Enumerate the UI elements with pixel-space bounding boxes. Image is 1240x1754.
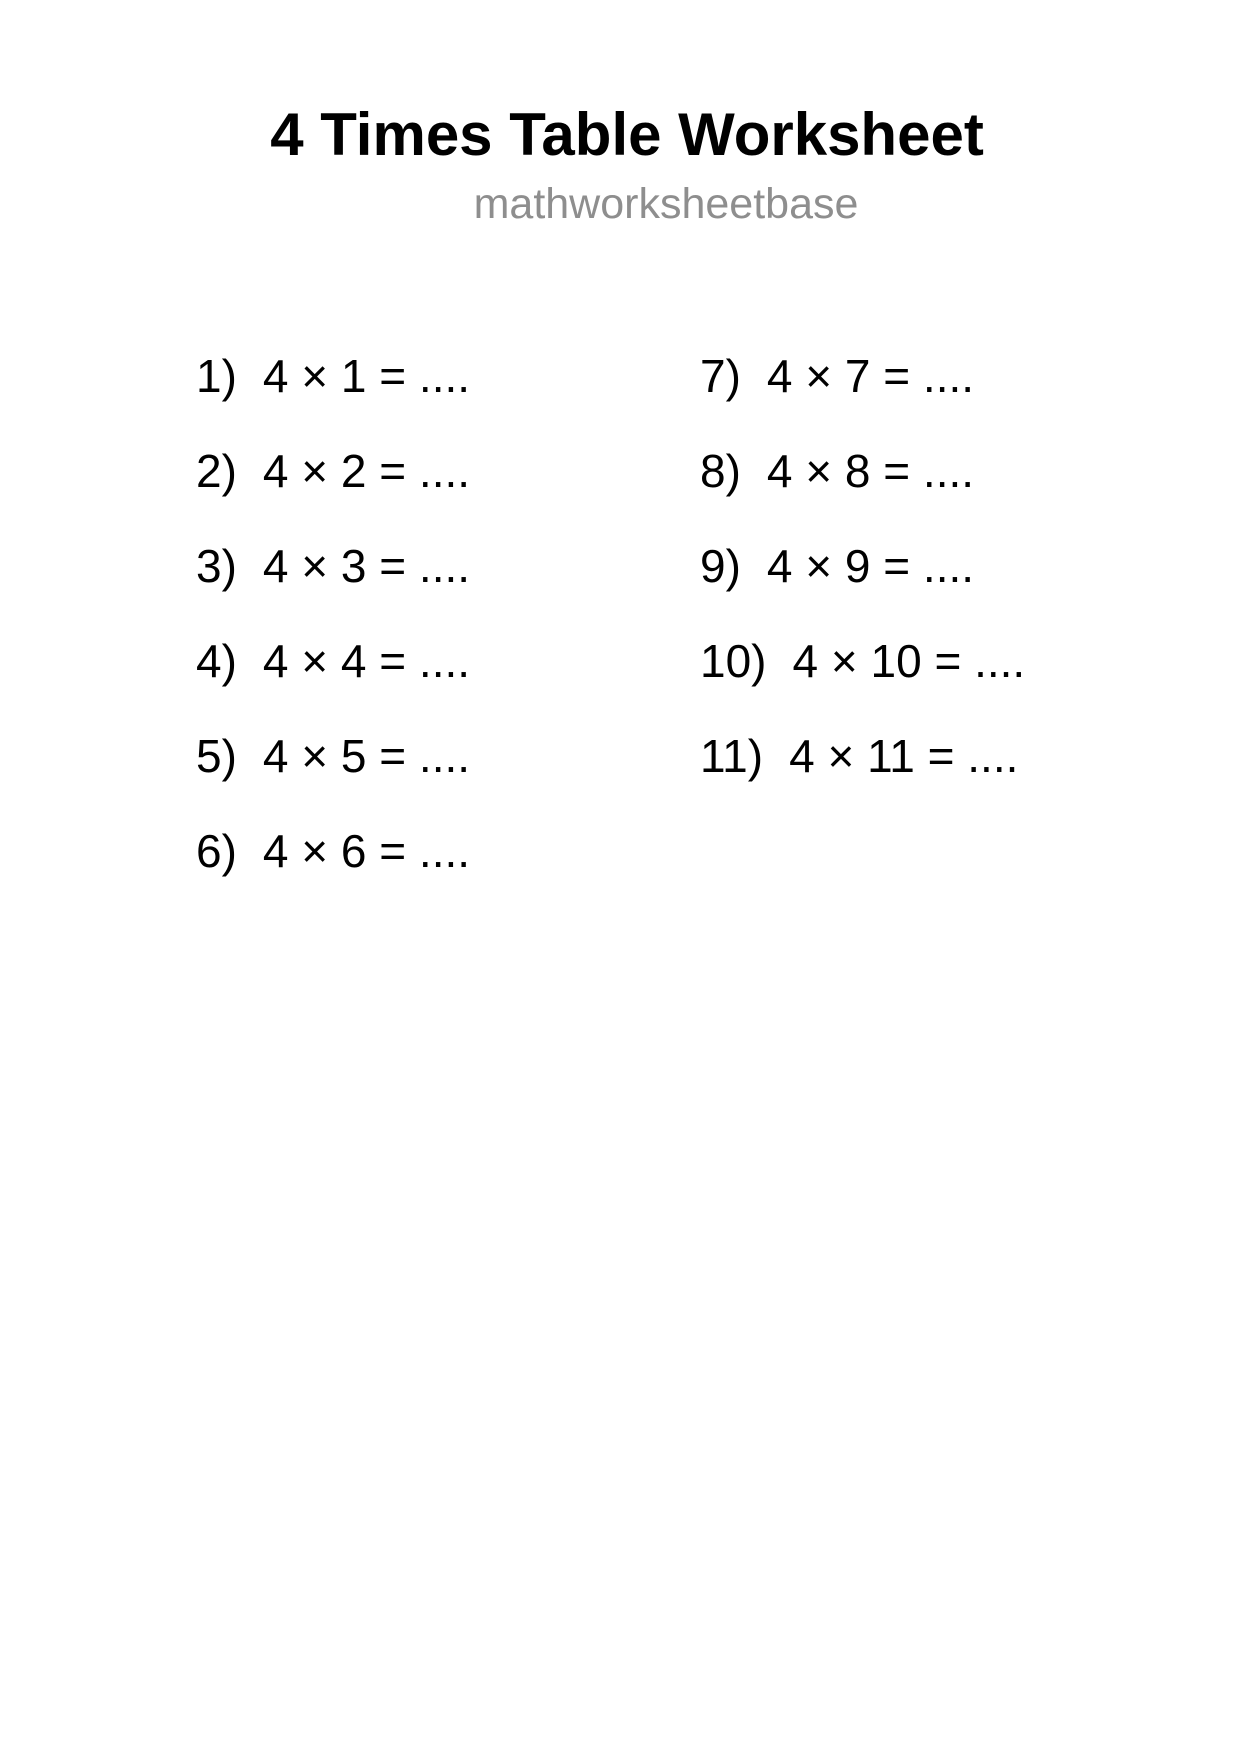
problem-row xyxy=(196,329,470,424)
problem-expression: 4 × 7 = .... xyxy=(766,350,975,402)
problem-number: 9) xyxy=(700,540,741,592)
problem-expression: 4 × 6 = .... xyxy=(262,825,471,877)
problem-expression: 4 × 11 = .... xyxy=(789,730,1019,782)
problem-row xyxy=(700,424,1025,519)
problem-row xyxy=(196,424,470,519)
problem-row xyxy=(196,709,470,804)
problem-number: 4) xyxy=(196,635,237,687)
page-title: 4 Times Table Worksheet xyxy=(270,101,984,168)
problem-number: 5) xyxy=(196,730,237,782)
problem-number: 2) xyxy=(196,445,237,497)
problem-row xyxy=(700,329,1025,424)
problem-expression: 4 × 9 = .... xyxy=(766,540,975,592)
problem-row xyxy=(196,614,470,709)
problem-expression: 4 × 4 = .... xyxy=(262,635,471,687)
problem-row xyxy=(196,804,470,899)
problems-column-right xyxy=(700,329,1025,804)
problem-row xyxy=(700,614,1025,709)
problem-number: 8) xyxy=(700,445,741,497)
problem-expression: 4 × 5 = .... xyxy=(262,730,471,782)
problems-column-left xyxy=(196,329,470,899)
problem-expression: 4 × 1 = .... xyxy=(262,350,471,402)
problem-number: 3) xyxy=(196,540,237,592)
problem-number: 10) xyxy=(700,635,767,687)
problem-number: 1) xyxy=(196,350,237,402)
problem-expression: 4 × 10 = .... xyxy=(792,635,1026,687)
problem-number: 7) xyxy=(700,350,741,402)
problem-row xyxy=(700,709,1025,804)
problem-expression: 4 × 3 = .... xyxy=(262,540,471,592)
page-subtitle: mathworksheetbase xyxy=(473,180,859,228)
problem-number: 6) xyxy=(196,825,237,877)
problem-number: 11) xyxy=(700,730,764,782)
problem-expression: 4 × 8 = .... xyxy=(766,445,975,497)
problem-row xyxy=(196,519,470,614)
problem-expression: 4 × 2 = .... xyxy=(262,445,471,497)
problem-row xyxy=(700,519,1025,614)
